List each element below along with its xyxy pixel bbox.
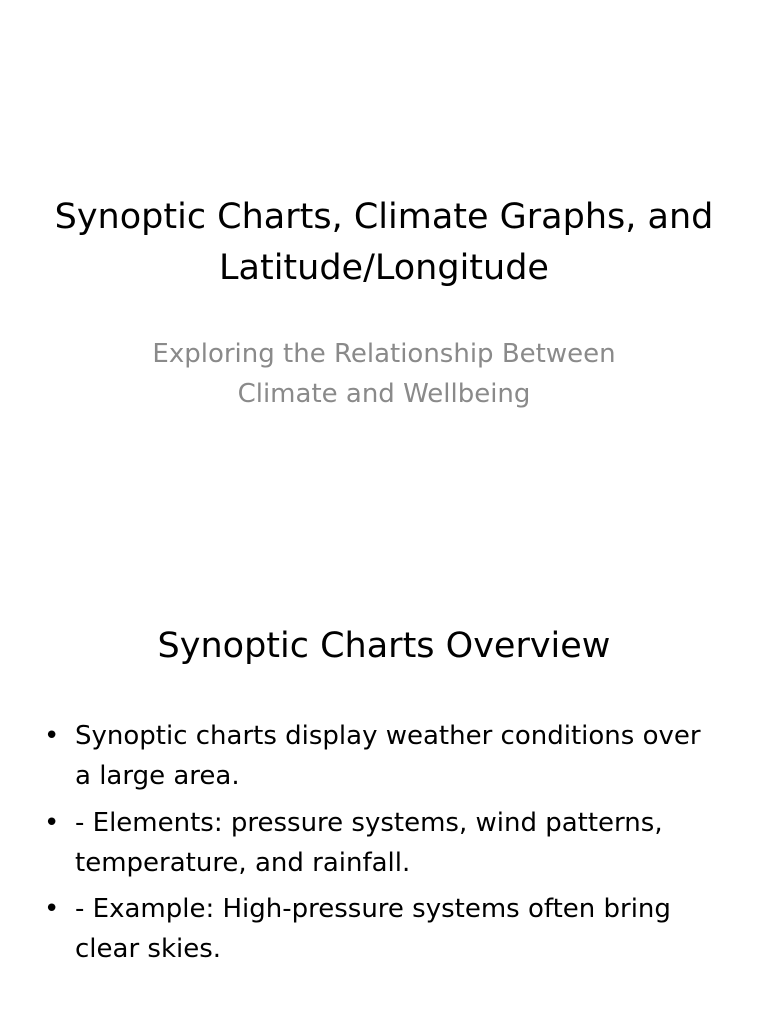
list-item (40, 803, 720, 884)
bullet-dot-icon: • (44, 807, 60, 838)
bullet-text: - Example: High-pressure systems often bring clear skies. (75, 894, 671, 965)
bullet-text: Synoptic charts display weather conditions over a large area. (75, 721, 701, 792)
bullet-dot-icon: • (44, 894, 60, 925)
list-item (40, 889, 720, 970)
slide-title: Synoptic Charts Overview (157, 626, 611, 666)
list-item (40, 716, 720, 797)
content-slide (0, 576, 768, 1024)
bullet-text: - Elements: pressure systems, wind patterns, temperature, and rainfall. (75, 807, 663, 878)
bullet-dot-icon: • (44, 721, 60, 751)
deck-subtitle: Exploring the Relationship Between Climate and Wellbeing (152, 339, 616, 410)
deck-title: Synoptic Charts, Climate Graphs, and Latitude/Longitude (54, 197, 714, 288)
bullet-list (40, 716, 720, 976)
